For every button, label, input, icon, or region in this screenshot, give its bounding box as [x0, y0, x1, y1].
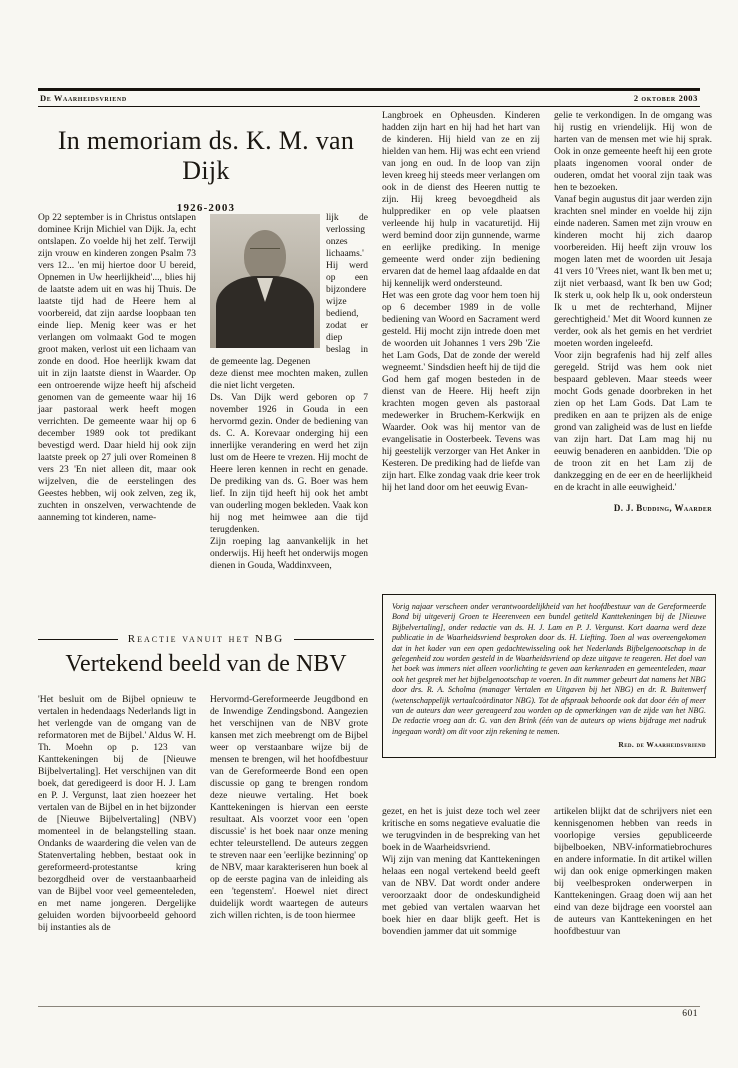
- masthead: [38, 88, 700, 107]
- paragraph: Vanaf begin augustus dit jaar werden zijn krachten snel minder en voelde hij zijn einde naderen. Samen met zijn vrouw en kinderen mocht hij zich daarop voorbereiden. Hij heeft zijn vrouw los mogen laten met de woorden uit Jesaja 41 vers 10 'Vrees niet, want Ik ben met u; zijt niet verbaasd, want Ik ben uw God; Ik sterk u, ook help Ik u, ook ondersteun Ik u met de rechterhand, Mijner gerechtigheid.' Met dit Woord kunnen ze verder, ook als het gemis en het verdriet moeten worden ingeleefd.: [554, 195, 712, 349]
- article2-kicker-row: [38, 633, 374, 645]
- paragraph: artikelen blijkt dat de schrijvers niet een kennisgenomen hebben van reeds in voorlopige versies gepubliceerde bijbelboeken, NBV-informatiebrochures en andere informatie. In dit artikel willen wij dan ook enige opmerkingen maken bij veelbesproken onderwerpen in Kanttekeningen. Graag doen wij aan het eind van deze bijdrage een voorstel aan de auteurs van Kanttekeningen en het hoofdbestuur van: [554, 807, 712, 937]
- paragraph: Op 22 september is in Christus ontslapen dominee Krijn Michiel van Dijk. Ja, echt ontslapen. Zo voelde hij het zelf. Terwijl zijn vrouw en kinderen zongen Psalm 73 vers 12... 'en mij hiertoe door U bereid, Opnemen in Uw heerlijkheid'..., blies hij de laatste adem uit en was hij Thuis. De laatste tijd had de Heere hem al voorbereid, dat zijn aardse loopbaan ten einde liep. Menig keer was er het verlangen om volmaakt God te mogen groot maken, verlost uit een lichaam van zonde en dood. Hoe heerlijk kwam dat uit in zijn laatste dienst in Waarder. Op een ontroerende wijze heeft hij afscheid genomen van de gemeente waar hij 16 jaar pastoraal werk heeft mogen verrichten. De gemeente waar hij op 6 december 1989 ook tot predikant bevestigd werd. Daar hield hij ook zijn laatste preek op 27 juli over Romeinen 8 vers 23 'En niet alleen dit, maar ook wijzelven, die de eerstelingen des Geestes hebben, wij ook zelven, zeg ik, zuchten in onszelven, verwachtende de aanneming tot kinderen, name-: [38, 213, 196, 523]
- article1-column-4: [554, 110, 712, 514]
- portrait-photo: [210, 214, 320, 348]
- editorial-box-text: Vorig najaar verscheen onder verantwoordelijkheid van het hoofdbestuur van de Gereformeerde Bond bij uitgeverij Groen te Heerenveen een bundel getiteld Kanttekeningen bij de [Nieuwe Bijbelvertaling], onder redactie van ds. H. J. Lam en P. J. Vergunst. Kort daarna werd deze publicatie in de Waarheidsvriend besproken door ds. H. Liefting. Toen al was overeengekomen dat in het kader van een open gedachtewisseling ook het Nederlands Bijbelgenootschap in de gelegenheid zou worden gesteld in de Waarheidsvriend op deze uitgave te reageren. Het doel van het boek was immers niet alleen voorlichting te geven aan kerkenraden en gemeenteleden, maar ook het gesprek met het bijbelgenootschap te voeren. In dit nummer gebeurt dat namens het NBG door drs. R. A. Scholma (manager Vertalen en Uitgaven bij het NBG) en dr. R. Buitenwerf (wetenschappelijk vertaalcoördinator NBG). Tot de afspraak behoorde ook dat door één of meer van de auteurs dan weer gereageerd zou worden op de opmerkingen van de zijde van het NBG. De redactie vroeg aan dr. G. van den Brink (één van de auteurs op wiens bijdrage met nadruk ingegaan wordt) om dit voor zijn rekening te nemen.: [392, 602, 706, 736]
- article1-column-1: [38, 212, 196, 524]
- article1-signature: D. J. Budding, Waarder: [613, 503, 712, 513]
- article1-title: In memoriam ds. K. M. van Dijk: [57, 126, 355, 185]
- article2-column-2: [210, 694, 368, 922]
- article1-titleblock: [38, 126, 374, 214]
- paragraph: gezet, en het is juist deze toch wel zeer kritische en soms negatieve evaluatie die we terugvinden in de bespreking van het boek in de Waarheidsvriend.: [382, 807, 540, 853]
- paragraph: Zijn roeping lag aanvankelijk in het onderwijs. Hij heeft het onderwijs mogen dienen in Gouda, Waddinxveen,: [210, 537, 368, 571]
- editorial-box-signature: Red. de Waarheidsvriend: [618, 740, 706, 750]
- photo-head-shape: [244, 230, 286, 282]
- masthead-title: De Waarheidsvriend: [40, 93, 127, 103]
- article1-column-3: [382, 110, 540, 494]
- article2-column-4: [554, 806, 712, 938]
- paragraph: Voor zijn begrafenis had hij zelf alles geregeld. Strijd was hem ook niet bespaard gebleven. Maar steeds weer mocht Gods genade doorbreken in het zien op het Lam Gods. Dat Lam te prediken en aan te prijzen als de enige grond van zaligheid was de lust en liefde van zijn hart. Dat Lam mag hij nu eeuwig benaderen en aanbidden. 'Die op de troon zit en het Lam zij de dankzegging en de eer en de heerlijkheid en de kracht in alle eeuwigheid.': [554, 351, 712, 493]
- paragraph: Wij zijn van mening dat Kanttekeningen helaas een nogal vertekend beeld geeft van de NBV. Dat wordt onder andere veroorzaakt door de ondeskundigheid met gebied van vertalen waarvan het boek hier en daar blijk geeft. Het is bovendien jammer dat uit sommige: [382, 855, 540, 937]
- paragraph: lijk de verlossing onzes lichaams.' Hij werd op een bijzondere wijze bediend, zodat er diep beslag in de gemeente lag. Degenen: [210, 213, 368, 367]
- paragraph: Hervormd-Gereformeerde Jeugdbond en de Inwendige Zendingsbond. Aangezien het verschijnen van de NBV grote kansen met zich meebrengt om de Bijbel weer op verstaanbare wijze bij de mensen te brengen, wil het hoofdbestuur van de Gereformeerde Bond een open discussie op gang te brengen rondom deze nieuwe vertaling. Het boek Kanttekeningen is hiervan een eerste resultaat. Als voorzet voor een 'open discussie' is het boek naar onze mening echter teleurstellend. De auteurs zeggen te streven naar een 'eerlijke bezinning' op de NBV, maar karakteriseren hun boek al op de eerste pagina van de inleiding als een 'tegenstem'. Hoewel niet direct duidelijk wordt waartegen de auteurs zich willen richten, is de toon hiermee: [210, 695, 368, 921]
- footer-rule: [38, 1006, 700, 1007]
- paragraph: gelie te verkondigen. In de omgang was hij rustig en vriendelijk. Hij won de harten van de mensen met wie hij sprak. Ook in onze gemeente heeft hij een grote plaats ingenomen vooral onder de ouderen, omdat het vooral zijn taak was hen te bezoeken.: [554, 111, 712, 193]
- paragraph: 'Het besluit om de Bijbel opnieuw te vertalen in hedendaags Nederlands ligt in het verlengde van de omgang van de reformatoren met de Bijbel.' Aldus W. H. Th. Moehn op p. 123 van Kanttekeningen bij de [Nieuwe Bijbelvertaling]. Het verschijnen van dit boek, dat geredigeerd is door H. J. Lam en P. J. Vergunst, laat zien hoezeer het vertalen van de Bijbel en in het bijzonder de [Nieuwe Bijbelvertaling] (NBV) momenteel in de belangstelling staan. Ondanks de waardering die velen van de Statenvertaling hebben, bestaat ook in gereformeerd-protestantse kring bezorgdheid over de verstaanbaarheid van de Bijbel voor veel gemeenteleden, en met name jongeren. Dergelijke geluiden worden bijvoorbeeld gehoord bij instanties als de: [38, 695, 196, 933]
- masthead-date: 2 oktober 2003: [633, 93, 698, 103]
- editorial-box: [382, 594, 716, 758]
- article1-column-2: [210, 212, 368, 572]
- paragraph: Het was een grote dag voor hem toen hij op 6 december 1989 in de volle bediening van Woord en Sacrament werd gesteld. Hij mocht zijn intrede doen met de woorden uit Johannes 1 vers 29b 'Zie het Lam Gods, Dat de zonde der wereld wegneemt.' Sindsdien heeft hij de tijd die God hem gaf mogen besteden in de dienst van de Heere. Hij heeft zijn krachten mogen geven als pastoraal medewerker in Bruchem-Kerkwijk en Waarder. Ook was hij mentor van de evangelisatie in Oosterbeek. Tevens was hij geestelijk verzorger van Het Anker in Kesteren. De prediking had de liefde van zijn hart. Elke zondag vaak drie keer trok hij het land door om het eeuwig Evan-: [382, 291, 540, 493]
- paragraph: Langbroek en Opheusden. Kinderen hadden zijn hart en hij had het hart van de kinderen. Hij hield van ze en zij hielden van hem. Hij was echt een vriend van jong en oud. In de loop van zijn leven kreeg hij steeds meer verlangen om ook in de dienst des Heeren nuttig te zijn. Hij kreeg bevoegdheid als hulpprediker en op vele plaatsen verleende hij hulp in vacaturetijd. Hij werd bemind door zijn gunnende, warme en eerlijke prediking. In menige gemeente werd onder zijn bediening ervaren dat de hemel laag afdaalde en dat hij kennelijk werd ondersteund.: [382, 111, 540, 289]
- article2-kicker: Reactie vanuit het NBG: [127, 633, 285, 645]
- page-number: 601: [682, 1009, 698, 1019]
- article2-title: Vertekend beeld van de NBV: [65, 651, 347, 677]
- paragraph: Ds. Van Dijk werd geboren op 7 november 1926 in Gouda in een hervormd gezin. Onder de bediening van ds. C. A. Korevaar onderging hij een innerlijke verandering en werd het zijn lust om de Heere te vrezen. Hij mocht de Heere leren kennen in recht en genade. De prediking van ds. G. Boer was hem lief. In zijn tijd heeft hij ook het ambt van ouderling mogen bekleden. Vaak kon hij nog met heimwee aan die tijd terugdenken.: [210, 393, 368, 535]
- paragraph: deze dienst mee mochten maken, zullen die niet licht vergeten.: [210, 369, 368, 391]
- kicker-rule-right: [294, 639, 374, 640]
- kicker-rule-left: [38, 639, 118, 640]
- article2-column-1: [38, 694, 196, 934]
- article1-subtitle: 1926-2003: [176, 202, 236, 214]
- article2-column-3: [382, 806, 540, 938]
- photo-glasses-shape: [250, 248, 280, 256]
